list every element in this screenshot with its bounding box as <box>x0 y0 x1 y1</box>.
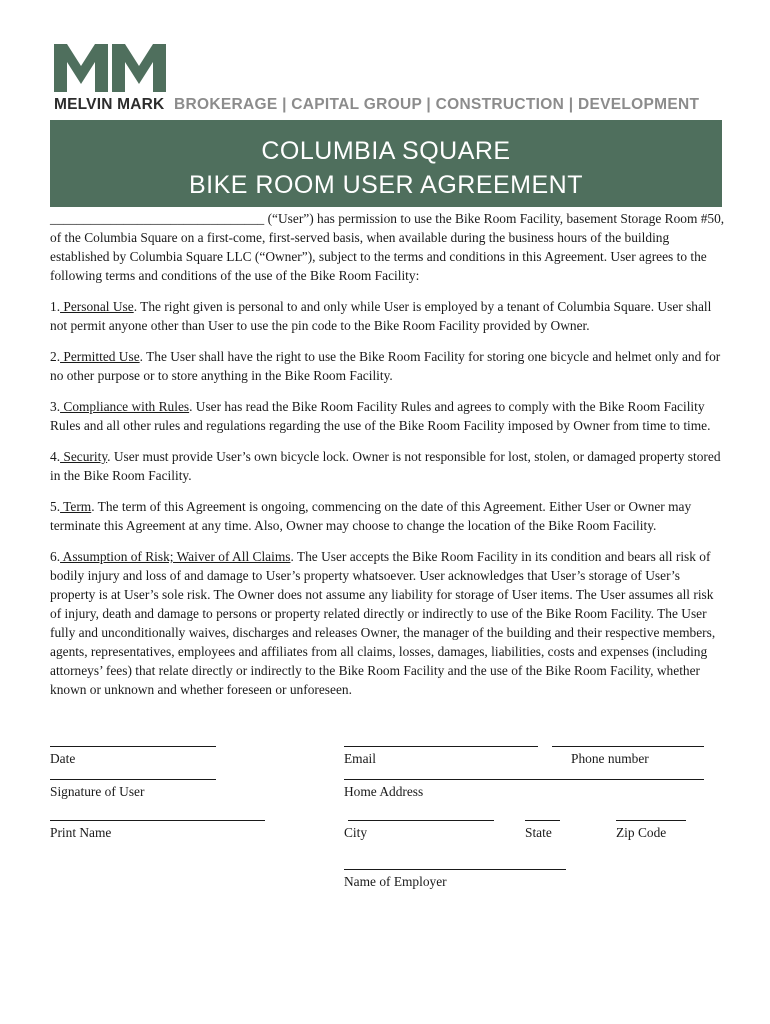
city-label: City <box>344 825 368 840</box>
signature-line[interactable] <box>50 779 216 780</box>
state-label: State <box>525 825 552 840</box>
user-name-blank[interactable]: ________________________________ <box>50 211 265 226</box>
mm-logo-icon <box>54 44 166 92</box>
email-label: Email <box>344 751 376 766</box>
title-banner <box>50 120 722 207</box>
phone-label: Phone number <box>571 751 649 766</box>
agreement-body <box>50 209 726 711</box>
email-line[interactable] <box>344 746 538 747</box>
section-compliance: 3. Compliance with Rules. User has read the Bike Room Facility Rules and agrees to comply with the Bike Room Facility Rules and all other rules and regulations regarding the use of the Bike Room Facility imposed by Owner from time to time. <box>50 399 711 433</box>
state-line[interactable] <box>525 820 560 821</box>
home-address-label: Home Address <box>344 784 424 799</box>
section-permitted-use: 2. Permitted Use. The User shall have the right to use the Bike Room Facility for storing one bicycle and helmet only and for no other purpose or to store anything in the Bike Room Facility. <box>50 349 721 383</box>
company-name: MELVIN MARK <box>54 96 165 113</box>
document-title-line-1: COLUMBIA SQUARE <box>261 137 511 165</box>
document-title-line-2: BIKE ROOM USER AGREEMENT <box>188 171 583 199</box>
city-line[interactable] <box>348 820 494 821</box>
date-line[interactable] <box>50 746 216 747</box>
zip-line[interactable] <box>616 820 686 821</box>
phone-line[interactable] <box>552 746 704 747</box>
section-security: 4. Security. User must provide User’s own bicycle lock. Owner is not responsible for lost, stolen, or damaged property stored in the Bike Room Facility. <box>50 449 721 483</box>
print-name-label: Print Name <box>50 825 112 840</box>
company-tagline: BROKERAGE | CAPITAL GROUP | CONSTRUCTION | DEVELOPMENT <box>174 96 700 113</box>
intro-paragraph: ________________________________ (“User”) has permission to use the Bike Room Facility, basement Storage Room #50, of the Columbia Square on a first-come, first-served basis, when available during the business hours of the building established by Columbia Square LLC (“Owner”), subject to the terms and conditions in this Agreement. User agrees to the following terms and conditions of the use of the Bike Room Facility: <box>50 211 725 283</box>
section-term: 5. Term. The term of this Agreement is ongoing, commencing on the date of this Agreement. Either User or Owner may terminate this Agreement at any time. Also, Owner may choose to change the location of the Bike Room Facility. <box>50 499 692 533</box>
section-personal-use: 1. Personal Use. The right given is personal to and only while User is employed by a tenant of Columbia Square. User shall not permit anyone other than User to use the pin code to the Bike Room Facility provided by Owner. <box>50 299 712 333</box>
employer-label: Name of Employer <box>344 874 447 889</box>
letterhead <box>50 44 730 114</box>
date-label: Date <box>50 751 76 766</box>
zip-label: Zip Code <box>616 825 667 840</box>
signature-label: Signature of User <box>50 784 145 799</box>
print-name-line[interactable] <box>50 820 265 821</box>
section-assumption-of-risk: 6. Assumption of Risk; Waiver of All Claims. The User accepts the Bike Room Facility in its condition and bears all risk of bodily injury and loss of and damage to User’s property whatsoever. User acknowledges that User’s storage of User’s property is at User’s sole risk. The Owner does not assume any liability for storage of User items. The User assumes all risk of injury, death and damage to persons or property related directly or indirectly to use of the Bike Room Facility. The User fully and unconditionally waives, discharges and releases Owner, the manager of the building and their respective members, agents, representatives, employees and affiliates from all claims, losses, damages, liabilities, costs and expenses (including attorneys’ fees) that relate directly or indirectly to the Bike Room Facility and the use of the Bike Room Facility, whether known or unknown and whether foreseen or unforeseen. <box>50 549 716 697</box>
home-address-line[interactable] <box>344 779 704 780</box>
employer-line[interactable] <box>344 869 566 870</box>
